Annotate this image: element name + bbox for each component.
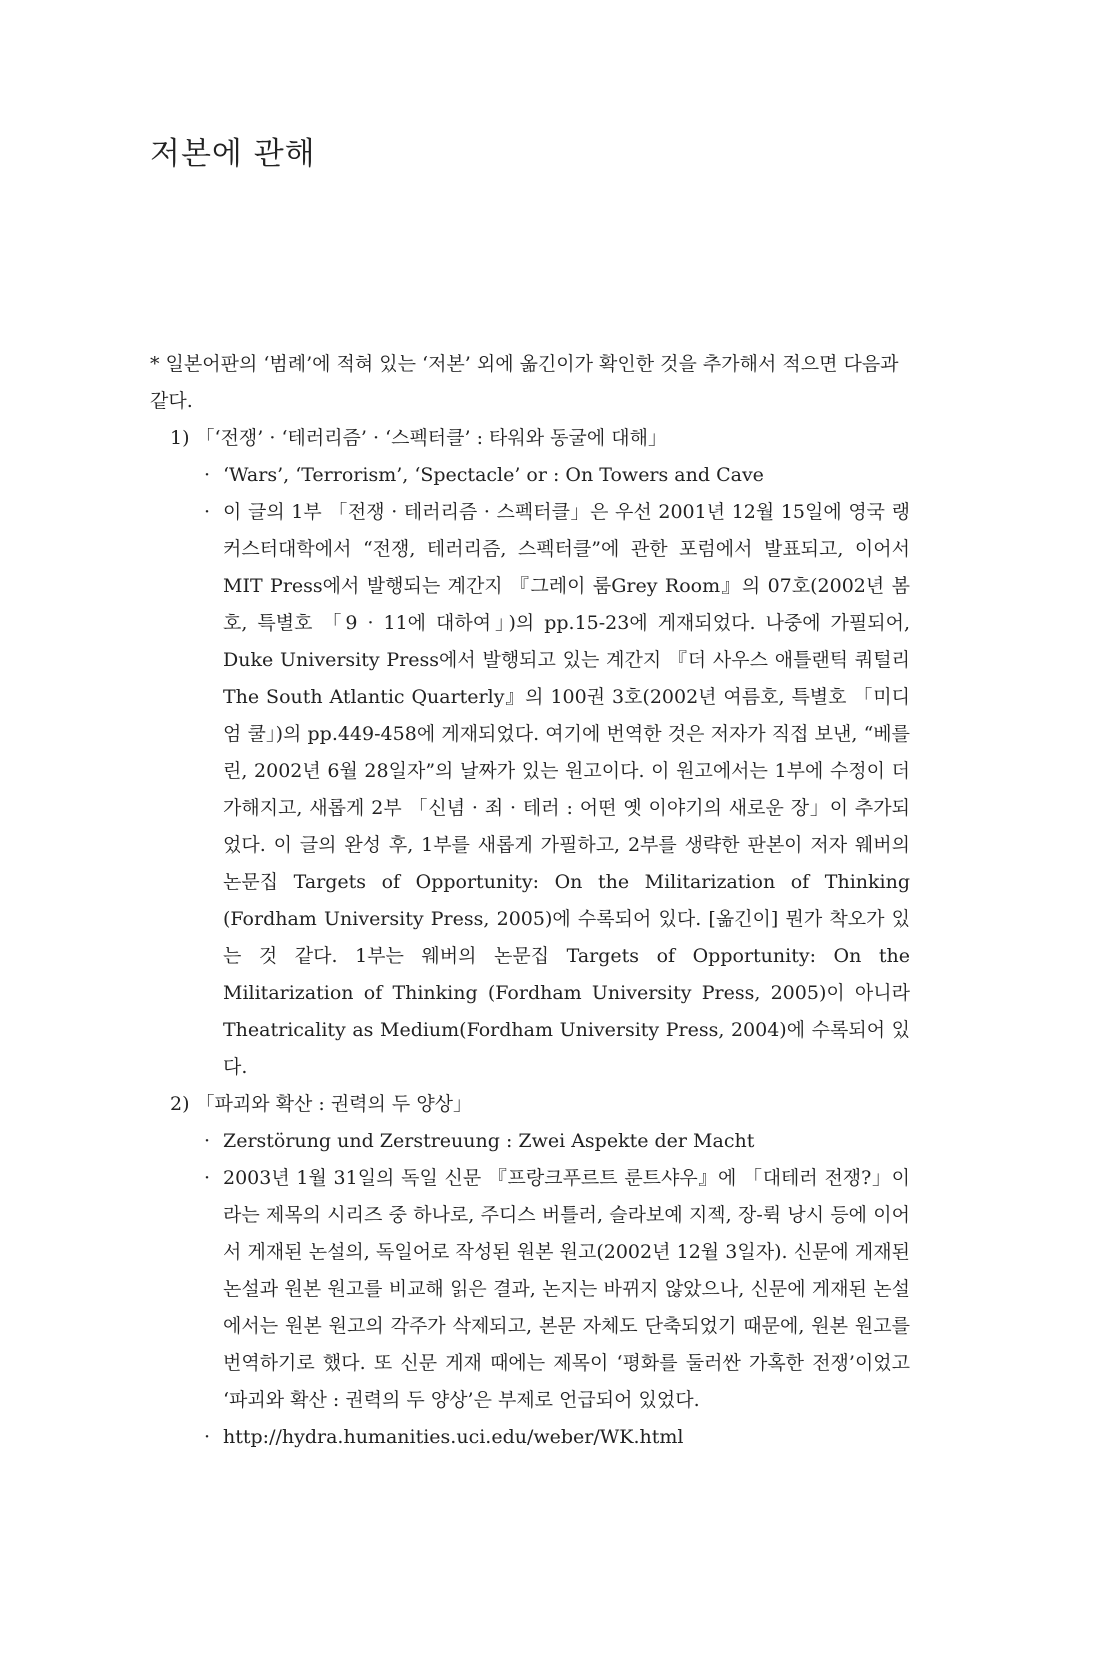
- section-heading: 1) 「‘전쟁’ · ‘테러리즘’ · ‘스펙터클’ : 타워와 동굴에 대해」: [170, 427, 667, 449]
- section-2: [150, 1086, 910, 1456]
- original-title: Zerstörung und Zerstreuung : Zwei Aspekte der Macht: [223, 1130, 755, 1152]
- bullet-icon: ·: [204, 501, 211, 523]
- source-note: 2003년 1월 31일의 독일 신문 『프랑크푸르트 룬트샤우』에 「대테러 전쟁?」이라는 제목의 시리즈 중 하나로, 주디스 버틀러, 슬라보예 지젝, 장-뤽 낭시 등에 이어서 게재된 논설의, 독일어로 작성된 원본 원고(2002년 12월 3일자). 신문에 게재된 논설과 원본 원고를 비교해 읽은 결과, 논지는 바뀌지 않았으나, 신문에 게재된 논설에서는 원본 원고의 각주가 삭제되고, 본문 자체도 단축되었기 때문에, 원본 원고를 번역하기로 했다. 또 신문 게재 때에는 제목이 ‘평화를 둘러싼 가혹한 전쟁’이었고 ‘파괴와 확산 : 권력의 두 양상’은 부제로 언급되어 있었다.: [223, 1167, 910, 1411]
- source-url: http://hydra.humanities.uci.edu/weber/WK.html: [223, 1426, 684, 1448]
- section-heading: 2) 「파괴와 확산 : 권력의 두 양상」: [170, 1093, 473, 1115]
- bullet-icon: ·: [204, 1167, 211, 1189]
- list-item: [150, 1123, 910, 1160]
- bullet-icon: ·: [204, 1130, 211, 1152]
- list-item: [150, 1419, 910, 1456]
- document-body: [150, 346, 910, 1456]
- original-title: ‘Wars’, ‘Terrorism’, ‘Spectacle’ or : On Towers and Cave: [223, 464, 764, 486]
- page-title: 저본에 관해: [150, 136, 316, 172]
- list-item: [150, 1160, 910, 1419]
- bullet-icon: ·: [204, 464, 211, 486]
- bullet-icon: ·: [204, 1426, 211, 1448]
- list-item: [150, 457, 910, 494]
- section-1: [150, 420, 910, 1086]
- source-note: 이 글의 1부 「전쟁 · 테러리즘 · 스펙터클」은 우선 2001년 12월 15일에 영국 랭커스터대학에서 “전쟁, 테러리즘, 스펙터클”에 관한 포럼에서 발표되고, 이어서 MIT Press에서 발행되는 계간지 『그레이 룸Grey Room』의 07호(2002년 봄호, 특별호 「9 · 11에 대하여」)의 pp.15-23에 게재되었다. 나중에 가필되어, Duke University Press에서 발행되고 있는 계간지 『더 사우스 애틀랜틱 쿼털리 The South Atlantic Quarterly』의 100권 3호(2002년 여름호, 특별호 「미디엄 쿨」)의 pp.449-458에 게재되었다. 여기에 번역한 것은 저자가 직접 보낸, “베를린, 2002년 6월 28일자”의 날짜가 있는 원고이다. 이 원고에서는 1부에 수정이 더 가해지고, 새롭게 2부 「신념 · 죄 · 테러 : 어떤 옛 이야기의 새로운 장」이 추가되었다. 이 글의 완성 후, 1부를 새롭게 가필하고, 2부를 생략한 판본이 저자 웨버의 논문집 Targets of Opportunity: On the Militarization of Thinking (Fordham University Press, 2005)에 수록되어 있다. [옮긴이] 뭔가 착오가 있는 것 같다. 1부는 웨버의 논문집 Targets of Opportunity: On the Militarization of Thinking (Fordham University Press, 2005)이 아니라 Theatricality as Medium(Fordham University Press, 2004)에 수록되어 있다.: [223, 501, 910, 1078]
- intro-paragraph: * 일본어판의 ‘범례’에 적혀 있는 ‘저본’ 외에 옮긴이가 확인한 것을 추가해서 적으면 다음과 같다.: [150, 353, 899, 412]
- list-item: [150, 494, 910, 1086]
